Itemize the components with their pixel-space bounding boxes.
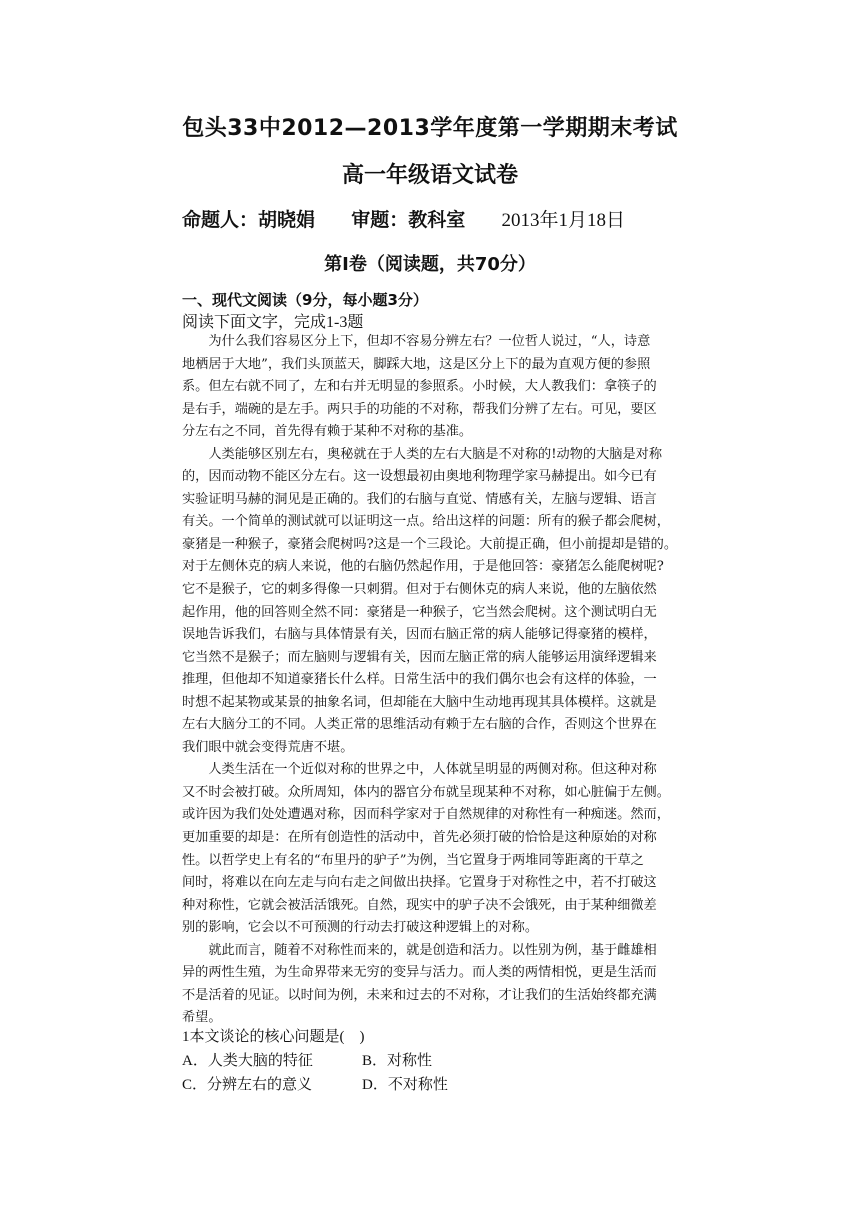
passage-line: 或许因为我们处处遭遇对称，因而科学家对于自然规律的对称性有一种痴迷。然而，: [182, 807, 670, 823]
passage-line: 为什么我们容易区分上下，但却不容易分辨左右？一位哲人说过，“人，诗意: [182, 334, 651, 349]
passage-line: 它不是猴子，它的刺多得像一只刺猬。但对于右侧休克的病人来说，他的左脑依然: [182, 582, 657, 598]
passage-line: 就此而言，随着不对称性而来的，就是创造和活力。以性别为例，基于雌雄相: [182, 942, 657, 958]
section-instruction: 阅读下面文字，完成1-3题: [182, 314, 364, 331]
passage-line: 有关。一个简单的测试就可以证明这一点。给出这样的问题：所有的猴子都会爬树，: [182, 514, 670, 530]
passage-line: 推理，但他却不知道豪猪长什么样。日常生活中的我们偶尔也会有这样的体验，一: [182, 672, 657, 688]
passage-line: 对于左侧休克的病人来说，他的右脑仍然起作用，于是他回答：豪猪怎么能爬树呢?: [182, 559, 664, 575]
question-1: [182, 1025, 448, 1097]
option-c: C．分辨左右的意义: [182, 1077, 313, 1093]
option-a: A．人类大脑的特征: [182, 1053, 313, 1069]
exam-date: 2013年1月18日: [501, 210, 626, 231]
review-label: 审题：教科室: [351, 209, 466, 231]
passage-line: 的，因而动物不能区分左右。这一设想最初由奥地利物理学家马赫提出。如今已有: [182, 469, 657, 485]
passage-line: 时想不起某物或某景的抽象名词，但却能在大脑中生动地再现其具体模样。这就是: [182, 694, 657, 710]
passage-line: 起作用，他的回答则全然不同：豪猪是一种猴子，它当然会爬树。这个测试明白无: [182, 604, 657, 620]
options-row-2: [182, 1073, 448, 1097]
passage-line: 系。但左右就不同了，左和右并无明显的参照系。小时候，大人教我们：拿筷子的: [182, 379, 657, 395]
passage-line: 人类生活在一个近似对称的世界之中，人体就呈明显的两侧对称。但这种对称: [182, 762, 657, 778]
option-d: D．不对称性: [362, 1077, 448, 1093]
exam-title: 包头33中2012—2013学年度第一学期期末考试: [182, 116, 678, 141]
passage-line: 别的影响，它会以不可预测的行动去打破这种逻辑上的对称。: [182, 920, 539, 936]
passage-line: 地栖居于大地”，我们头顶蓝天，脚踩大地，这是区分上下的最为直观方便的参照: [182, 356, 651, 372]
passage-line: 又不时会被打破。众所周知，体内的器官分布就呈现某种不对称，如心脏偏于左侧。: [182, 784, 670, 800]
passage-line: 更加重要的却是：在所有创造性的活动中，首先必须打破的恰恰是这种原始的对称: [182, 830, 657, 846]
passage-line: 实验证明马赫的洞见是正确的。我们的右脑与直觉、情感有关，左脑与逻辑、语言: [182, 491, 657, 507]
passage-line: 不是活着的见证。以时间为例，未来和过去的不对称，才让我们的生活始终都充满: [182, 987, 657, 1003]
passage-line: 异的两性生殖，为生命界带来无穷的变异与活力。而人类的两情相悦，更是生活而: [182, 965, 657, 981]
passage-line: 左右大脑分工的不同。人类正常的思维活动有赖于左右脑的合作，否则这个世界在: [182, 717, 657, 733]
option-b: B．对称性: [362, 1053, 433, 1069]
author-line: [182, 205, 625, 232]
passage-line: 是右手，端碗的是左手。两只手的功能的不对称，帮我们分辨了左右。可见，要区: [182, 401, 657, 417]
passage-line: 误地告诉我们，右脑与具体情景有关，因而右脑正常的病人能够记得豪猪的模样，: [182, 627, 657, 643]
question-stem: 1本文谈论的核心问题是( ): [182, 1029, 365, 1045]
reading-passage: [182, 331, 728, 1030]
passage-line: 希望。: [182, 1010, 222, 1026]
passage-line: 性。以哲学史上有名的“布里丹的驴子”为例，当它置身于两堆同等距离的干草之: [182, 852, 644, 868]
author-label: 命题人：胡晓娟: [182, 209, 316, 231]
passage-line: 分左右之不同，首先得有赖于某种不对称的基准。: [182, 424, 473, 440]
passage-line: 我们眼中就会变得荒唐不堪。: [182, 739, 354, 755]
passage-line: 豪猪是一种猴子，豪猪会爬树吗?这是一个三段论。大前提正确，但小前提却是错的。: [182, 536, 678, 552]
section-heading: 一、现代文阅读（9分，每小题3分）: [182, 291, 428, 309]
passage-line: 间时，将难以在向左走与向右走之间做出抉择。它置身于对称性之中，若不打破这: [182, 875, 657, 891]
exam-subtitle: 高一年级语文试卷: [341, 163, 518, 188]
passage-line: 种对称性，它就会被活活饿死。自然，现实中的驴子决不会饿死，由于某种细微差: [182, 897, 657, 913]
options-row-1: [182, 1049, 433, 1073]
part-title: 第I卷（阅读题，共70分）: [324, 254, 536, 275]
passage-line: 它当然不是猴子；而左脑则与逻辑有关，因而左脑正常的病人能够运用演绎逻辑来: [182, 649, 657, 665]
passage-line: 人类能够区别左右，奥秘就在于人类的左右大脑是不对称的!动物的大脑是对称: [182, 446, 663, 462]
